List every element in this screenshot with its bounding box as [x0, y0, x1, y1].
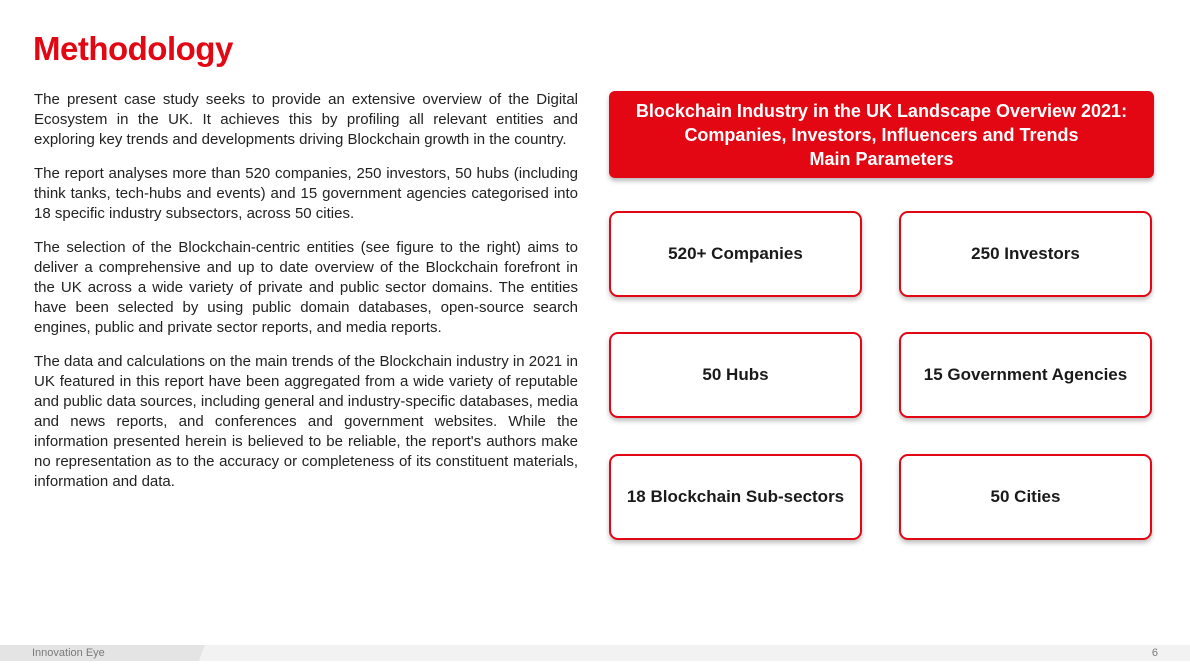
- paragraph-selection: The selection of the Blockchain-centric entities (see figure to the right) aims to deliver a comprehensive and up to date overview of the Blockchain forefront in the UK across a wide variety of private and public sector domains. The entities have been selected by using public domain databases, open-source search engines, public and private sector reports, and media reports.: [34, 239, 578, 336]
- methodology-text: [34, 90, 578, 506]
- param-label: 15 Government Agencies: [923, 365, 1128, 384]
- param-investors: [899, 211, 1152, 297]
- parameters-header-line-3: Main Parameters: [809, 148, 954, 169]
- param-label: 50 Hubs: [702, 365, 769, 384]
- param-hubs: [609, 332, 862, 418]
- param-label: 50 Cities: [990, 487, 1061, 506]
- parameters-header-line-2: Companies, Investors, Influencers and Trends: [684, 124, 1079, 145]
- param-companies: [609, 211, 862, 297]
- parameters-header: [609, 91, 1154, 178]
- param-label: 18 Blockchain Sub-sectors: [626, 487, 845, 506]
- paragraph-intro: The present case study seeks to provide an extensive overview of the Digital Ecosystem in the UK. It achieves this by profiling all relevant entities and exploring key trends and developments driving Blockchain growth in the country.: [34, 91, 578, 148]
- param-label: 250 Investors: [971, 244, 1080, 263]
- footer-brand: Innovation Eye: [32, 647, 105, 659]
- page-title: Methodology: [33, 30, 233, 67]
- param-sub-sectors: [609, 454, 862, 540]
- paragraph-data-sources: The data and calculations on the main trends of the Blockchain industry in 2021 in UK featured in this report have been aggregated from a wide variety of reputable and public data sources, including general and industry-specific databases, media and news reports, and conferences and government websites. While the information presented herein is believed to be reliable, the report's authors make no representation as to the accuracy or completeness of its constituent materials, information and data.: [34, 353, 578, 490]
- param-label: 520+ Companies: [668, 244, 803, 263]
- paragraph-scope: The report analyses more than 520 companies, 250 investors, 50 hubs (including think tanks, tech-hubs and events) and 15 government agencies categorised into 18 specific industry subsectors, across 50 cities.: [34, 165, 578, 222]
- param-government-agencies: [899, 332, 1152, 418]
- parameters-header-line-1: Blockchain Industry in the UK Landscape Overview 2021:: [635, 100, 1128, 121]
- page-number: 6: [1151, 647, 1158, 659]
- param-cities: [899, 454, 1152, 540]
